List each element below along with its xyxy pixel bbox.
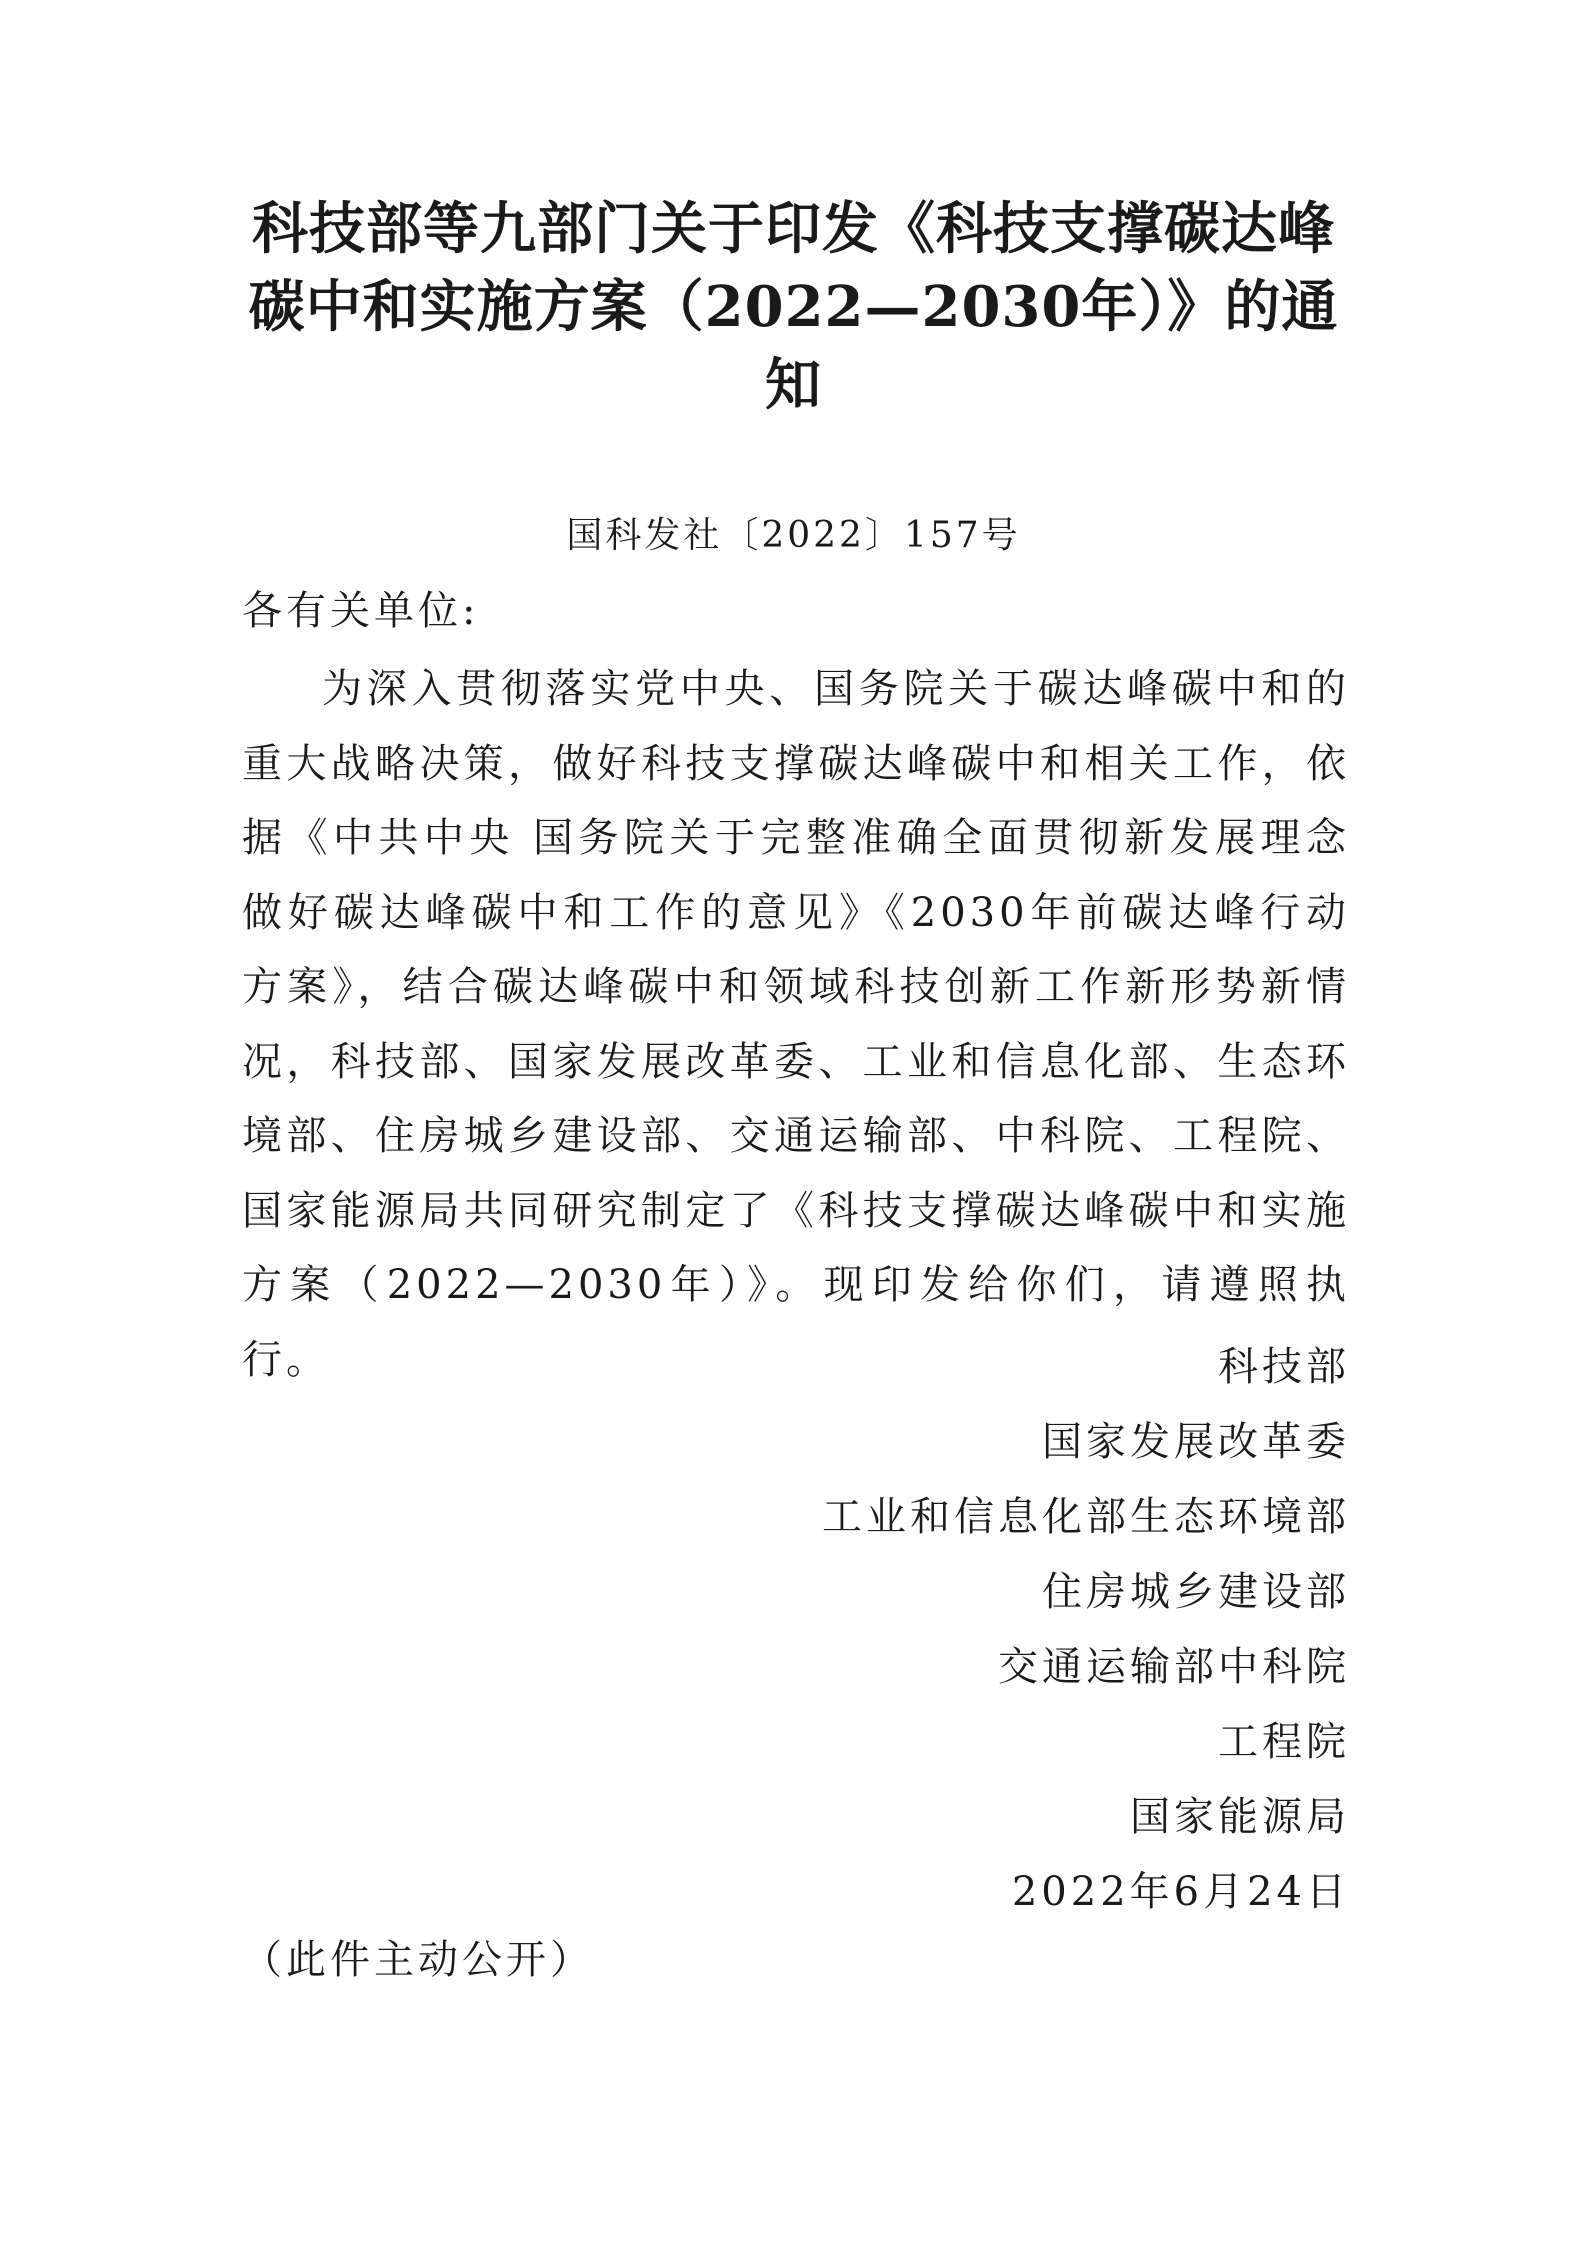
- document-date: 2022年6月24日: [1011, 1869, 1350, 1915]
- signer-ministry-of-science: 科技部: [1218, 1344, 1350, 1390]
- disclosure-note: （此件主动公开）: [242, 1937, 594, 1983]
- signer-mohurd: 住房城乡建设部: [1042, 1569, 1350, 1615]
- document-number: 国科发社〔2022〕157号: [566, 515, 1021, 556]
- body-paragraph: 为深入贯彻落实党中央、国务院关于碳达峰碳中和的重大战略决策，做好科技支撑碳达峰碳中和相关工作，依据《中共中央 国务院关于完整准确全面贯彻新发展理念做好碳达峰碳中和工作的意见》《2030年前碳达峰行动方案》，结合碳达峰碳中和领域科技创新工作新形势新情况，科技部、国家发展改革委、工业和信息化部、生态环境部、住房城乡建设部、交通运输部、中科院、工程院、国家能源局共同研究制定了《科技支撑碳达峰碳中和实施方案（2022—2030年）》。现印发给你们，请遵照执行。: [242, 666, 1350, 1383]
- signer-ndrc: 国家发展改革委: [1042, 1419, 1350, 1465]
- signature-block: [822, 1330, 1350, 1930]
- document-title: 科技部等九部门关于印发《科技支撑碳达峰碳中和实施方案（2022—2030年）》的通知: [248, 196, 1339, 418]
- signer-miit-mee: 工业和信息化部生态环境部: [822, 1494, 1350, 1540]
- signer-nea: 国家能源局: [1130, 1794, 1350, 1840]
- signer-mot-cas: 交通运输部中科院: [998, 1644, 1350, 1690]
- salutation: 各有关单位:: [242, 588, 480, 634]
- signer-cae: 工程院: [1218, 1719, 1350, 1765]
